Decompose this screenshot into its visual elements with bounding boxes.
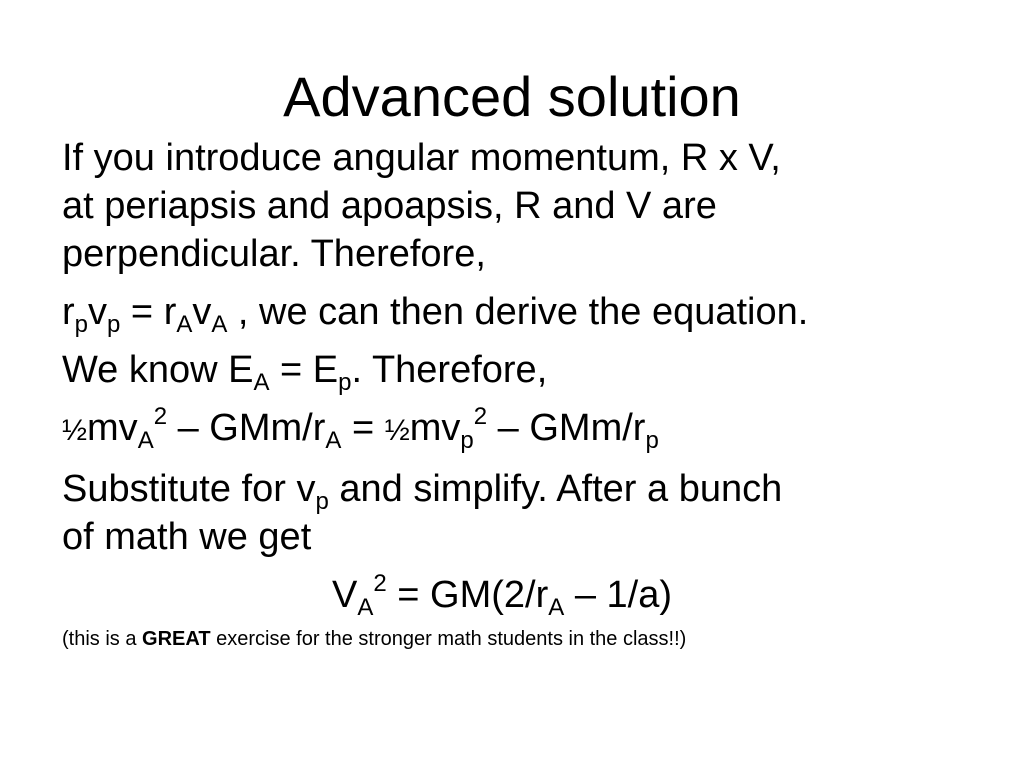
footnote-pre: (this is a — [62, 628, 143, 650]
slide-title: Advanced solution — [283, 65, 741, 128]
footnote-emphasis: GREAT — [142, 628, 211, 650]
text-line: of math we get — [62, 516, 312, 558]
paragraph-substitute — [62, 465, 982, 561]
symbol-gmm-r: – GMm/r — [167, 407, 326, 449]
subscript-a: A — [357, 594, 374, 621]
subscript-a: A — [548, 594, 565, 621]
subscript-p: p — [338, 369, 352, 396]
subscript-p: p — [315, 488, 329, 515]
equals-sign: = — [120, 291, 164, 333]
equation-vis-viva — [62, 571, 982, 619]
text-line: perpendicular. Therefore, — [62, 233, 486, 275]
slide-body — [62, 134, 982, 663]
symbol-mv: mv — [409, 407, 461, 449]
symbol-mv: mv — [87, 407, 138, 449]
symbol-r: r — [62, 291, 75, 333]
text-substitute: Substitute for v — [62, 468, 316, 510]
text-simplify: and simplify. After a bunch — [328, 468, 783, 510]
paragraph-energy — [62, 346, 982, 394]
symbol-v: v — [88, 291, 108, 333]
paragraph-angular-momentum — [62, 134, 982, 278]
subscript-p: p — [74, 311, 89, 338]
fraction-half: ½ — [384, 414, 410, 447]
footnote — [62, 625, 982, 653]
subscript-p: p — [460, 427, 474, 454]
symbol-r: r — [163, 291, 177, 333]
subscript-a: A — [137, 427, 154, 454]
equation-energy — [62, 404, 982, 455]
superscript-2: 2 — [373, 570, 387, 597]
subscript-a: A — [176, 311, 193, 338]
text-equals-e: = E — [269, 349, 339, 391]
fraction-half: ½ — [62, 414, 88, 447]
equals-sign: = — [341, 407, 385, 449]
text-we-know: We know E — [62, 349, 254, 391]
symbol-v: v — [192, 291, 212, 333]
footnote-post: exercise for the stronger math students in the class!!) — [210, 628, 687, 650]
symbol-v: V — [331, 574, 358, 616]
subscript-a: A — [211, 311, 228, 338]
text-gm: = GM(2/r — [386, 574, 549, 616]
subscript-a: A — [325, 427, 342, 454]
text-therefore: . Therefore, — [351, 349, 548, 391]
text-one-over-a: – 1/a) — [564, 574, 672, 616]
subscript-a: A — [253, 369, 270, 396]
superscript-2: 2 — [473, 403, 488, 430]
equation-tail-text: , we can then derive the equation. — [227, 291, 809, 333]
subscript-p: p — [645, 427, 659, 454]
subscript-p: p — [107, 311, 121, 338]
superscript-2: 2 — [153, 403, 168, 430]
symbol-gmm-r: – GMm/r — [487, 407, 646, 449]
text-line: If you introduce angular momentum, R x V, — [62, 137, 781, 179]
equation-angular-momentum — [62, 288, 982, 336]
text-line: at periapsis and apoapsis, R and V are — [62, 185, 717, 227]
